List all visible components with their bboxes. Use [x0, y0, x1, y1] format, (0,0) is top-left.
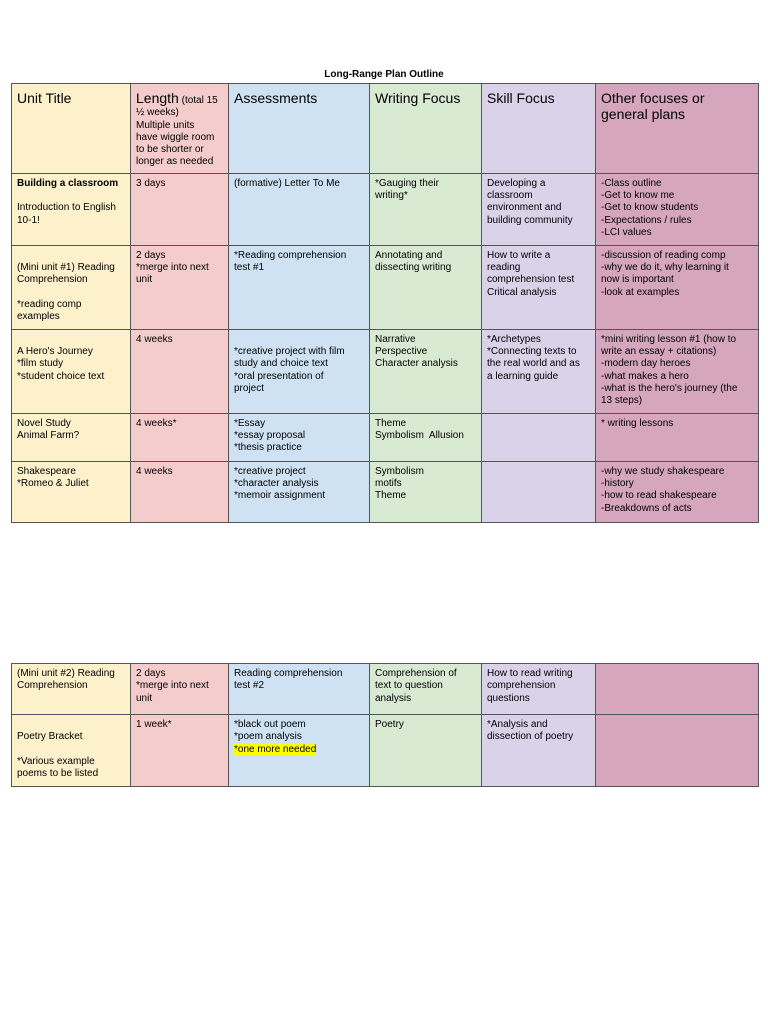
cell-line: *mini writing lesson #1 (how to [601, 333, 737, 345]
writing-focus-cell [370, 413, 482, 461]
length-cell [131, 329, 229, 413]
cell-line: Perspective [375, 346, 428, 358]
cell-line: 1 week* [136, 719, 172, 730]
plan-table-continued [11, 663, 759, 787]
length-note-line: have wiggle room [136, 131, 215, 143]
cell-line [234, 744, 364, 756]
cell-line: Poetry [375, 719, 404, 730]
cell-line: *Essay [234, 417, 266, 429]
cell-line: Comprehension of [375, 668, 457, 679]
cell-line: Theme [375, 490, 407, 502]
cell-line: project [234, 382, 265, 394]
cell-line: -history [601, 478, 634, 490]
cell-line: Comprehension [17, 274, 88, 286]
cell-line: Theme [375, 417, 407, 429]
table-row [12, 664, 759, 715]
cell-line: *Reading comprehension [234, 249, 347, 261]
cell-line: *film study [17, 358, 64, 370]
table-row [12, 173, 759, 245]
cell-line: test #2 [234, 680, 265, 692]
cell-line: *merge into next [136, 262, 209, 274]
other-focuses-cell [596, 664, 759, 715]
cell-line: unit [136, 692, 153, 704]
cell-line: -Get to know students [601, 202, 699, 214]
cell-line: -discussion of reading comp [601, 249, 726, 261]
cell-line: -why we study shakespeare [601, 465, 725, 477]
cell-line [17, 250, 125, 262]
cell-line: Critical analysis [487, 286, 557, 298]
length-note-line: ½ weeks) [136, 107, 179, 119]
length-cell [131, 461, 229, 522]
table-row [12, 329, 759, 413]
assessments-cell [229, 413, 370, 461]
cell-line [234, 334, 364, 346]
length-note-line: longer as needed [136, 156, 214, 168]
cell-line: *Analysis and [487, 719, 548, 730]
cell-line: -Expectations / rules [601, 214, 692, 226]
cell-line: * writing lessons [601, 417, 674, 429]
cell-line: *poem analysis [234, 731, 302, 743]
cell-line: unit [136, 274, 153, 286]
cell-line: -Class outline [601, 177, 662, 189]
header-other-focuses: Other focuses or general plans [596, 84, 759, 174]
assessments-cell [229, 329, 370, 413]
cell-line: a learning guide [487, 370, 559, 382]
cell-line: Shakespeare [17, 465, 76, 477]
length-cell [131, 245, 229, 329]
length-note-line: to be shorter or [136, 144, 204, 156]
cell-line: Symbolism Allusion [375, 430, 464, 442]
cell-line: *memoir assignment [234, 490, 326, 502]
table-row [12, 461, 759, 522]
other-focuses-cell [596, 173, 759, 245]
cell-line: 4 weeks [136, 465, 173, 477]
cell-line: -LCI values [601, 226, 652, 238]
cell-line: 10-1! [17, 214, 40, 226]
skill-focus-cell [482, 413, 596, 461]
cell-line: -Breakdowns of acts [601, 502, 692, 514]
cell-line: questions [487, 692, 530, 704]
cell-line: (Mini unit #2) Reading [17, 668, 115, 679]
cell-line: now is important [601, 274, 674, 286]
other-focuses-cell [596, 715, 759, 787]
cell-line: 2 days [136, 249, 166, 261]
cell-line: *Romeo & Juliet [17, 478, 89, 490]
other-focuses-cell [596, 329, 759, 413]
cell-line: study and choice text [234, 358, 328, 370]
writing-focus-cell [370, 715, 482, 787]
cell-line: building community [487, 214, 573, 226]
cell-line: Narrative [375, 333, 416, 345]
cell-line: motifs [375, 478, 402, 490]
other-focuses-cell [596, 413, 759, 461]
header-length-label: Length [136, 90, 179, 106]
cell-line [17, 190, 125, 202]
unit-title-cell [12, 245, 131, 329]
skill-focus-cell [482, 329, 596, 413]
length-cell [131, 173, 229, 245]
skill-focus-cell [482, 461, 596, 522]
length-cell [131, 413, 229, 461]
highlighted-text: *one more needed [234, 743, 317, 755]
writing-focus-cell [370, 173, 482, 245]
cell-line: analysis [375, 692, 412, 704]
table-row [12, 413, 759, 461]
cell-line: comprehension test [487, 274, 575, 286]
length-note-line: (total 15 [181, 95, 218, 106]
cell-line: the real world and as [487, 358, 580, 370]
cell-line: *thesis practice [234, 442, 302, 454]
skill-focus-cell [482, 664, 596, 715]
length-cell [131, 664, 229, 715]
header-length [131, 84, 229, 174]
cell-line: text to question [375, 680, 443, 692]
skill-focus-cell [482, 245, 596, 329]
cell-line: Reading comprehension [234, 668, 343, 679]
cell-line: 2 days [136, 668, 166, 679]
cell-line: How to read writing [487, 668, 573, 679]
writing-focus-cell [370, 664, 482, 715]
cell-line: *character analysis [234, 478, 319, 490]
assessments-cell [229, 173, 370, 245]
cell-line: -Get to know me [601, 190, 675, 202]
assessments-cell [229, 461, 370, 522]
cell-line: *student choice text [17, 370, 105, 382]
cell-line: -how to read shakespeare [601, 490, 717, 502]
length-note-line: Multiple units [136, 119, 195, 131]
cell-line: *Gauging their [375, 177, 439, 189]
cell-line: dissecting writing [375, 262, 452, 274]
other-focuses-cell [596, 461, 759, 522]
cell-line [17, 744, 125, 756]
cell-line: *merge into next [136, 680, 209, 692]
cell-line: -look at examples [601, 286, 680, 298]
cell-line: Symbolism [375, 465, 424, 477]
header-row [12, 84, 759, 174]
cell-line: *black out poem [234, 719, 306, 730]
writing-focus-cell [370, 329, 482, 413]
cell-line: write an essay + citations) [601, 346, 717, 358]
assessments-cell [229, 245, 370, 329]
unit-title-cell [12, 461, 131, 522]
cell-line: *Archetypes [487, 333, 541, 345]
cell-line: Novel Study [17, 417, 71, 429]
unit-title-cell [12, 173, 131, 245]
unit-title-cell [12, 413, 131, 461]
cell-line: -why we do it, why learning it [601, 262, 729, 274]
cell-line: Building a classroom [17, 177, 119, 189]
cell-line: *essay proposal [234, 430, 306, 442]
writing-focus-cell [370, 461, 482, 522]
header-writing-focus: Writing Focus [370, 84, 482, 174]
cell-line: 13 steps) [601, 395, 643, 407]
header-unit-title: Unit Title [12, 84, 131, 174]
cell-line: Developing a [487, 177, 546, 189]
cell-line: environment and [487, 202, 562, 214]
assessments-cell [229, 664, 370, 715]
table-row [12, 245, 759, 329]
cell-line: -what is the hero's journey (the [601, 382, 738, 394]
cell-line: A Hero's Journey [17, 346, 93, 358]
cell-line: Poetry Bracket [17, 731, 83, 743]
cell-line: writing* [375, 190, 408, 202]
cell-line: dissection of poetry [487, 731, 574, 743]
unit-title-cell [12, 715, 131, 787]
cell-line: 4 weeks [136, 333, 173, 345]
cell-line: *Connecting texts to [487, 346, 577, 358]
cell-line: -modern day heroes [601, 358, 691, 370]
cell-line: Animal Farm? [17, 430, 80, 442]
writing-focus-cell [370, 245, 482, 329]
other-focuses-cell [596, 245, 759, 329]
unit-title-cell [12, 329, 131, 413]
cell-line: (formative) Letter To Me [234, 177, 340, 189]
cell-line: Introduction to English [17, 202, 116, 214]
cell-line: test #1 [234, 262, 265, 274]
header-assessments: Assessments [229, 84, 370, 174]
cell-line: How to write a [487, 249, 551, 261]
cell-line: *creative project with film [234, 346, 345, 358]
unit-title-cell [12, 664, 131, 715]
cell-line: *creative project [234, 465, 306, 477]
plan-table [11, 83, 759, 523]
header-length-note [136, 95, 223, 169]
cell-line: Character analysis [375, 358, 458, 370]
cell-line: *oral presentation of [234, 370, 324, 382]
cell-line [17, 334, 125, 346]
cell-line: *Various example [17, 755, 95, 767]
cell-line: reading [487, 262, 521, 274]
cell-line: -what makes a hero [601, 370, 689, 382]
cell-line [17, 287, 125, 299]
document-title: Long-Range Plan Outline [324, 69, 444, 80]
length-cell [131, 715, 229, 787]
skill-focus-cell [482, 715, 596, 787]
cell-line: (Mini unit #1) Reading [17, 262, 115, 274]
cell-line: examples [17, 311, 60, 323]
cell-line: 3 days [136, 177, 166, 189]
cell-line: classroom [487, 190, 533, 202]
cell-line: poems to be listed [17, 768, 99, 780]
cell-line [17, 719, 125, 731]
cell-line: *reading comp [17, 298, 82, 310]
header-skill-focus: Skill Focus [482, 84, 596, 174]
table-row [12, 715, 759, 787]
cell-line: Comprehension [17, 680, 88, 692]
cell-line: 4 weeks* [136, 417, 177, 429]
cell-line: Annotating and [375, 249, 443, 261]
skill-focus-cell [482, 173, 596, 245]
cell-line: comprehension [487, 680, 556, 692]
assessments-cell [229, 715, 370, 787]
